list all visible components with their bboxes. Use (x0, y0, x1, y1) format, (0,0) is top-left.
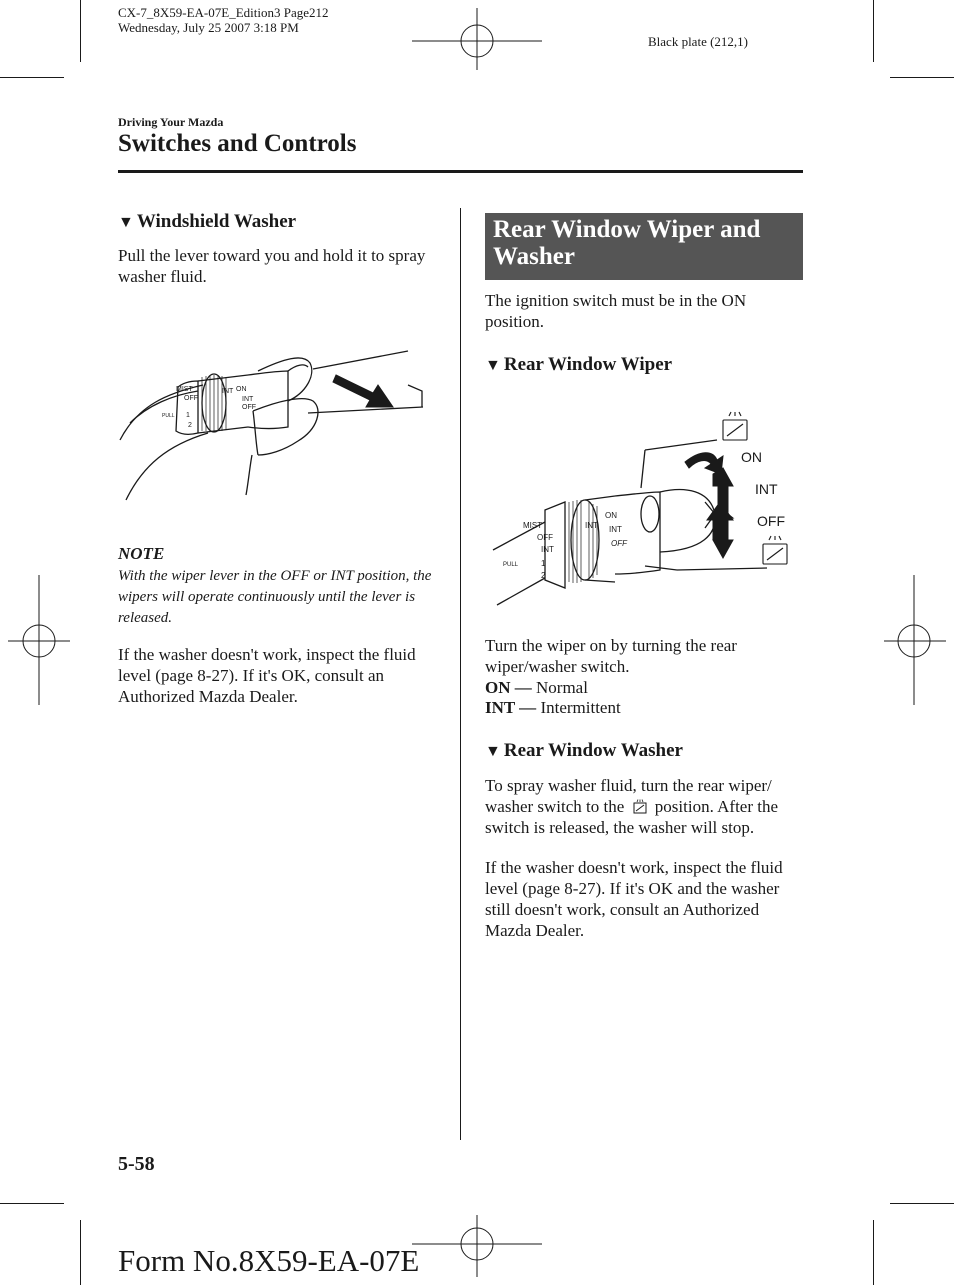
windshield-washer-intro: Pull the lever toward you and hold it to spray washer fluid. (118, 246, 426, 286)
rear-washer-icon (763, 536, 787, 564)
triangle-down-icon: ▼ (118, 214, 134, 231)
rear-washer-text-part1: To spray washer fluid, turn the rear wiper/ washer switch to the (485, 776, 772, 816)
figure-label-off-knob: OFF (611, 539, 627, 548)
crop-mark (890, 1203, 954, 1204)
crop-mark (0, 77, 64, 78)
int-term: INT — (485, 698, 537, 717)
int-def: Intermittent (540, 698, 621, 717)
title-rule (118, 170, 803, 173)
triangle-down-icon: ▼ (485, 357, 501, 374)
rear-window-wiper-heading-text: Rear Window Wiper (503, 354, 673, 375)
rear-washer-text (485, 775, 803, 838)
page-number: 5-58 (118, 1153, 155, 1175)
plate-label: Black plate (212,1) (648, 34, 748, 49)
on-definition (485, 677, 588, 698)
figure-label-on-knob: ON (605, 511, 617, 520)
rear-wiper-banner: Rear Window Wiper and Washer (485, 213, 803, 280)
figure-label-off-ring: OFF (537, 533, 553, 542)
registration-mark-icon (412, 8, 542, 70)
print-header (118, 5, 329, 35)
figure-label-mist: MIST (523, 521, 543, 530)
rear-window-washer-heading (485, 740, 683, 762)
windshield-washer-heading (118, 211, 296, 233)
registration-mark-icon (884, 575, 946, 705)
column-divider (460, 208, 461, 1140)
note-text: With the wiper lever in the OFF or INT position, the wipers will operate continuously until the lever is released. (118, 568, 432, 626)
crop-mark (890, 77, 954, 78)
print-header-line1: CX-7_8X59-EA-07E_Edition3 Page212 (118, 5, 329, 20)
crop-mark (873, 0, 874, 62)
figure-label-off: OFF (757, 513, 785, 529)
crop-mark (0, 1203, 64, 1204)
crop-mark (873, 1220, 874, 1285)
rear-washer-icon (633, 799, 647, 814)
form-number: Form No.8X59-EA-07E (118, 1243, 420, 1278)
figure-label-mist: MIST (176, 386, 193, 393)
rear-window-wiper-heading (485, 354, 672, 376)
rear-wiper-text: Turn the wiper on by turning the rear wiper/washer switch. (485, 636, 737, 676)
rear-washer-text2: If the washer doesn't work, inspect the fluid level (page 8-27). If it's OK and the washer still doesn't work, consult an Authorized Mazda Dealer. (485, 858, 783, 940)
triangle-down-icon: ▼ (485, 743, 501, 760)
figure-label-int2: INT (242, 396, 254, 403)
figure-label-int-knob2: INT (609, 525, 622, 534)
windshield-washer-figure (118, 345, 428, 507)
on-term: ON — (485, 678, 532, 697)
figure-label-pull: PULL (503, 562, 519, 568)
rear-wiper-figure (485, 410, 803, 610)
figure-label-pull: PULL (162, 413, 175, 419)
figure-label-two: 2 (188, 422, 192, 429)
section-label: Driving Your Mazda (118, 115, 224, 129)
registration-mark-icon (8, 575, 70, 705)
note-label: NOTE (118, 544, 165, 563)
arrow-icon (333, 375, 393, 407)
figure-label-int-ring: INT (541, 545, 554, 554)
crop-mark (80, 1220, 81, 1285)
on-def: Normal (536, 678, 588, 697)
rear-wiper-intro: The ignition switch must be in the ON position. (485, 291, 747, 331)
figure-label-int: INT (755, 481, 778, 497)
windshield-washer-outro: If the washer doesn't work, inspect the fluid level (page 8-27). If it's OK, consult an Authorized Mazda Dealer. (118, 645, 416, 706)
windshield-washer-heading-text: Windshield Washer (136, 211, 297, 232)
int-definition (485, 697, 621, 718)
figure-label-off2: OFF (242, 404, 256, 411)
figure-label-off: OFF (184, 395, 198, 402)
print-header-line2: Wednesday, July 25 2007 3:18 PM (118, 20, 299, 35)
figure-label-on: ON (741, 449, 762, 465)
figure-label-two: 2 (541, 571, 546, 580)
figure-label-int: INT (222, 388, 234, 395)
crop-mark (80, 0, 81, 62)
figure-label-one: 1 (186, 412, 190, 419)
rear-window-washer-heading-text: Rear Window Washer (503, 740, 683, 761)
figure-label-int-knob: INT (585, 521, 598, 530)
rear-washer-icon (723, 412, 747, 440)
page-title: Switches and Controls (118, 130, 357, 157)
registration-mark-icon (412, 1215, 542, 1277)
figure-label-on: ON (236, 386, 247, 393)
figure-label-one: 1 (541, 559, 546, 568)
rear-washer-text-part2: position. After the switch is released, the washer will stop. (485, 797, 779, 837)
